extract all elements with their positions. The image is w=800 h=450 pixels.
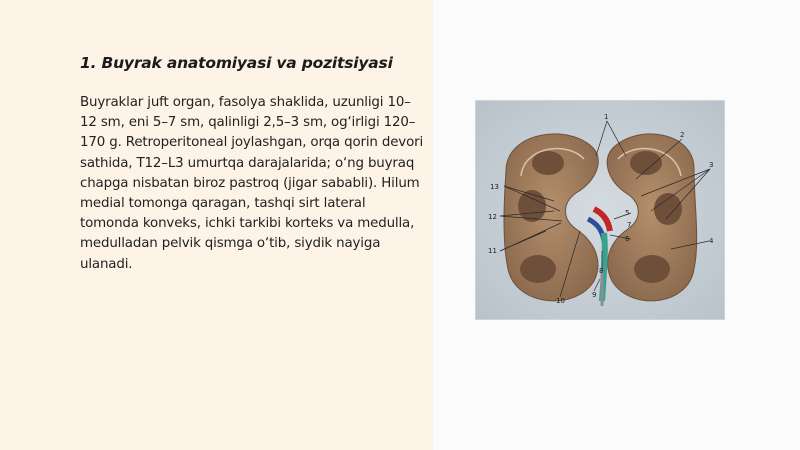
slide-body-text: Buyraklar juft organ, fasolya shaklida, uzunligi 10–12 sm, eni 5–7 sm, qalinligi 2,5–3 sm, og‘irligi 120–170 g. Retroperitoneal joylashgan, orqa qorin devori sathida, T12–L3 umurtqa darajalarida; o‘ng buyraq chapga nisbatan biroz pastroq (jigar sababli). Hilum medial tomonga qaragan, tashqi sirt lateral tomonda konveks, ichki tarkibi korteks va medulla, medulladan pelvik qismga o‘tib, siydik nayiga ulanadi. (80, 95, 424, 272)
label-12: 12 (488, 213, 497, 221)
kidney-illustration (476, 101, 725, 320)
label-4: 4 (709, 237, 714, 245)
label-3: 3 (709, 161, 714, 169)
label-7: 7 (627, 221, 632, 229)
label-11: 11 (488, 247, 497, 255)
label-6: 6 (625, 235, 630, 243)
label-10: 10 (556, 297, 565, 305)
label-13: 13 (490, 183, 499, 191)
label-5: 5 (625, 209, 630, 217)
label-2: 2 (680, 131, 685, 139)
kidney-section-figure (475, 100, 725, 320)
slide-title: 1. Buyrak anatomiyasi va pozitsiyasi (80, 54, 393, 72)
label-8: 8 (599, 267, 604, 275)
label-1: 1 (604, 113, 609, 121)
label-9: 9 (592, 291, 597, 299)
